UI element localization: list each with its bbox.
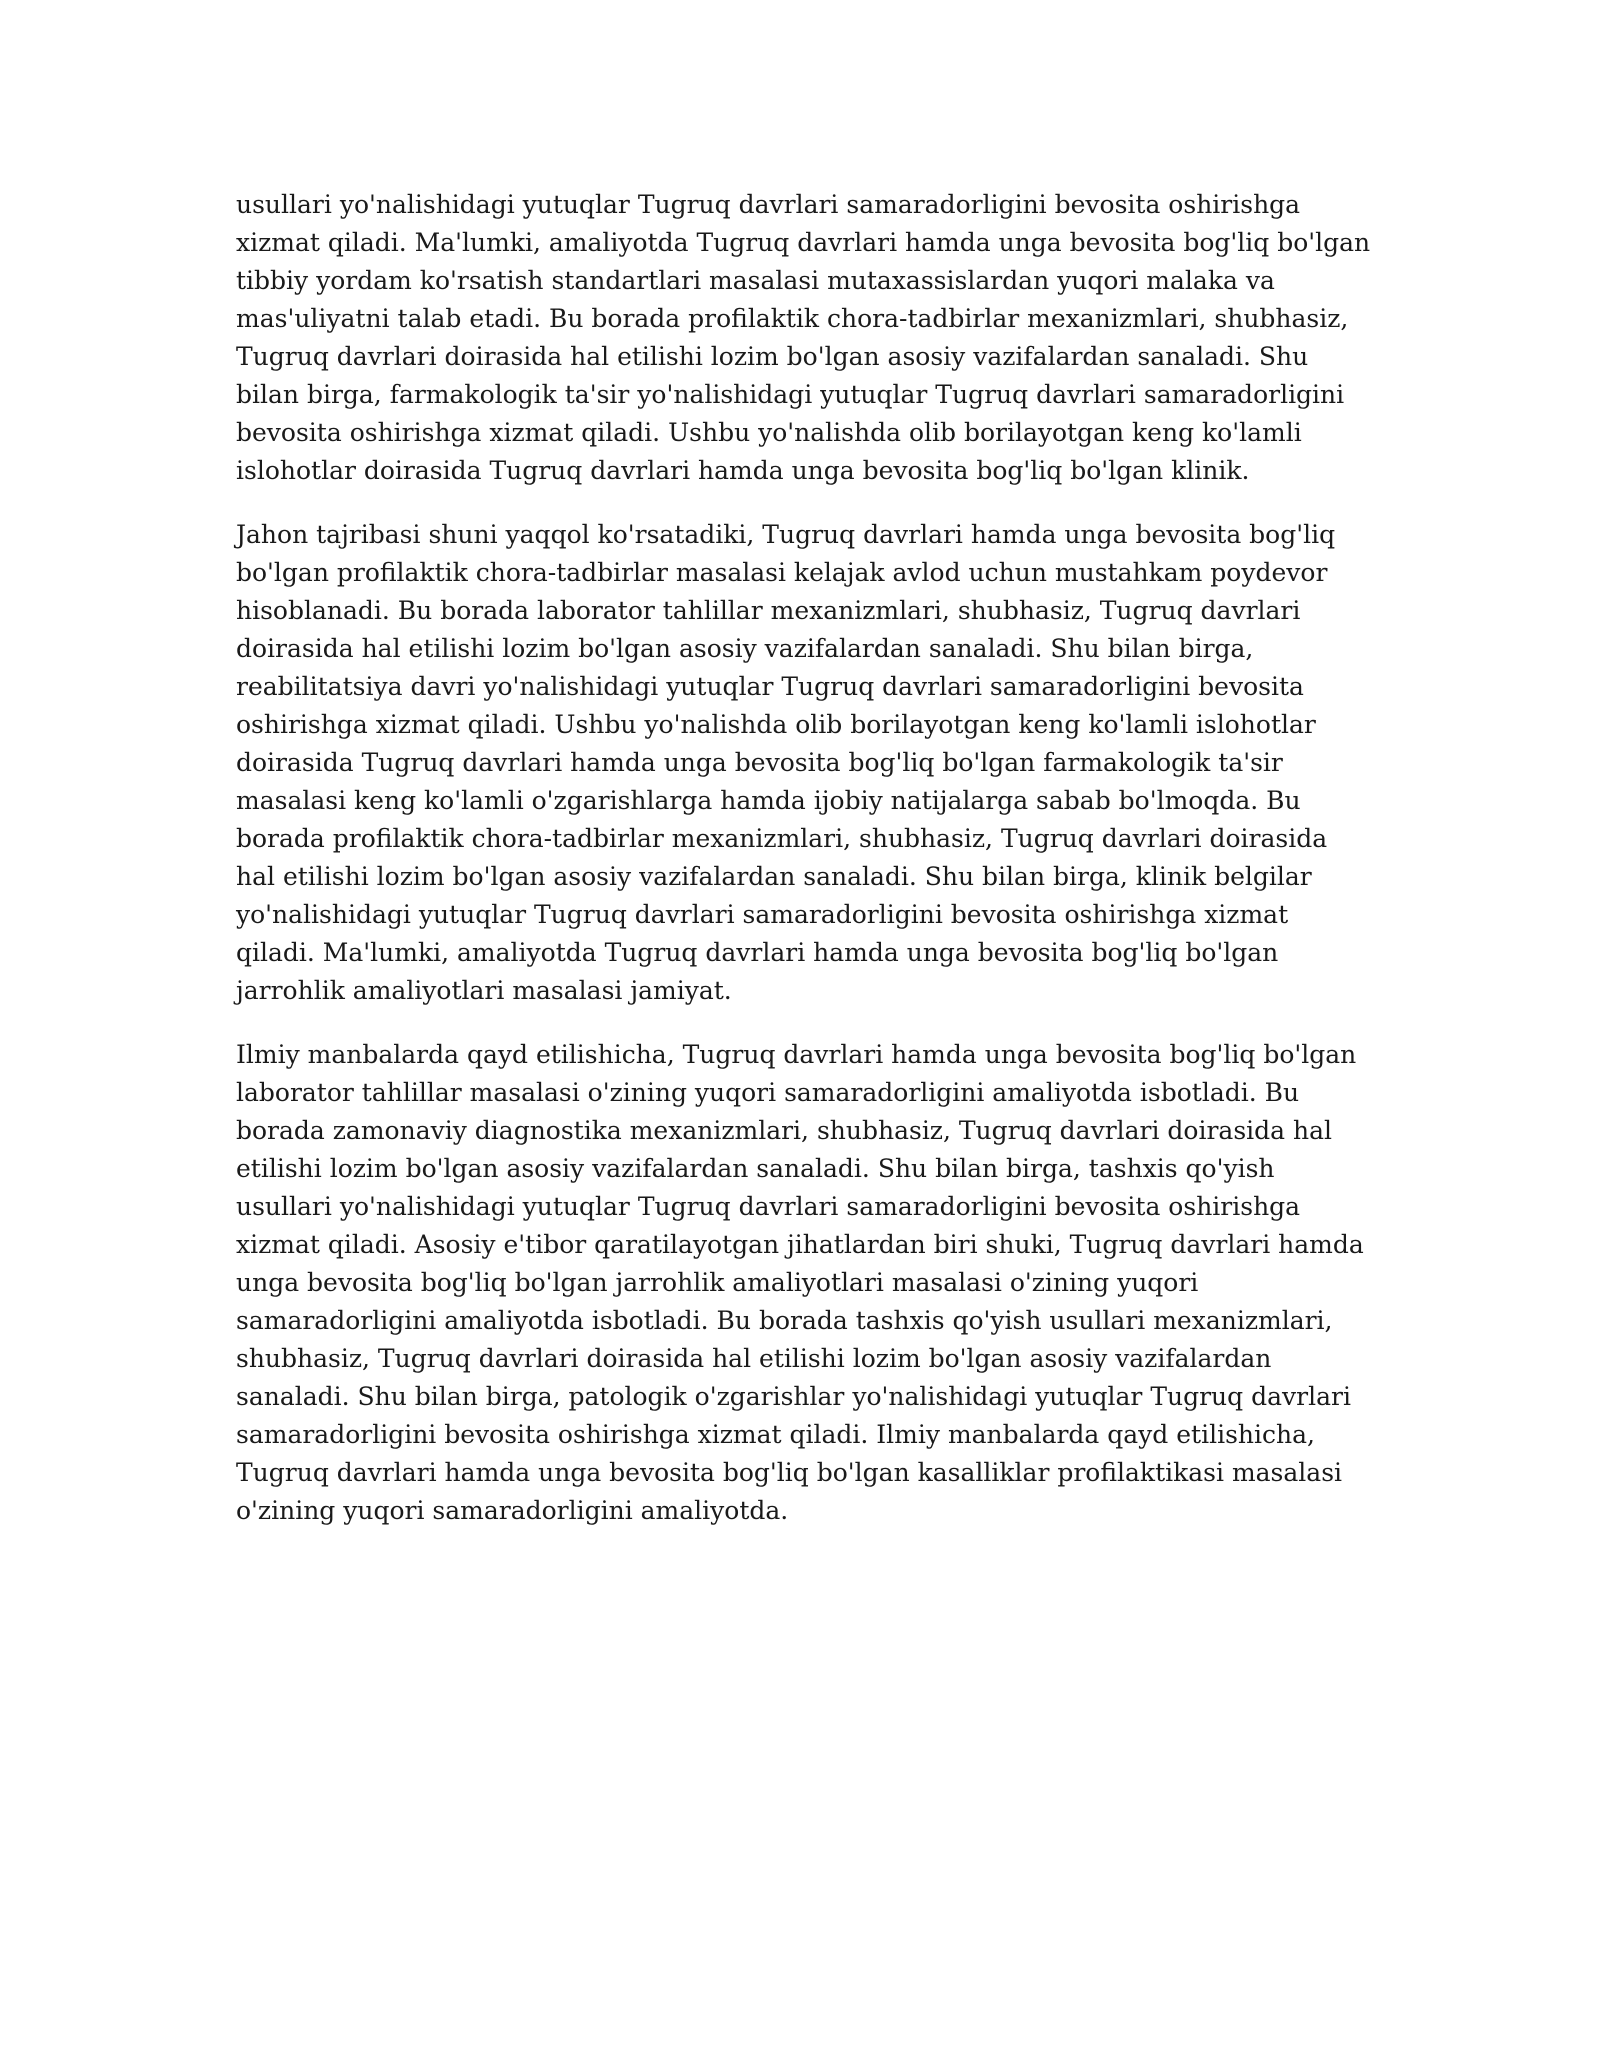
paragraph-1: usullari yo'nalishidagi yutuqlar Tugruq davrlari samaradorligini bevosita oshirishga xizmat qiladi. Ma'lumki, amaliyotda Tugruq davrlari hamda unga bevosita bog'liq bo'lgan tibbiy yordam ko'rsatish standartlari masalasi mutaxassislardan yuqori malaka va mas'uliyatni talab etadi. Bu borada profilaktik chora-tadbirlar mexanizmlari, shubhasiz, Tugruq davrlari doirasida hal etilishi lozim bo'lgan asosiy vazifalardan sanaladi. Shu bilan birga, farmakologik ta'sir yo'nalishidagi yutuqlar Tugruq davrlari samaradorligini bevosita oshirishga xizmat qiladi. Ushbu yo'nalishda olib borilayotgan keng ko'lamli islohotlar doirasida Tugruq davrlari hamda unga bevosita bog'liq bo'lgan klinik.	[236, 190, 1371, 485]
paragraph-3: Ilmiy manbalarda qayd etilishicha, Tugruq davrlari hamda unga bevosita bog'liq bo'lgan laborator tahlillar masalasi o'zining yuqori samaradorligini amaliyotda isbotladi. Bu borada zamonaviy diagnostika mexanizmlari, shubhasiz, Tugruq davrlari doirasida hal etilishi lozim bo'lgan asosiy vazifalardan sanaladi. Shu bilan birga, tashxis qo'yish usullari yo'nalishidagi yutuqlar Tugruq davrlari samaradorligini bevosita oshirishga xizmat qiladi. Asosiy e'tibor qaratilayotgan jihatlardan biri shuki, Tugruq davrlari hamda unga bevosita bog'liq bo'lgan jarrohlik amaliyotlari masalasi o'zining yuqori samaradorligini amaliyotda isbotladi. Bu borada tashxis qo'yish usullari mexanizmlari, shubhasiz, Tugruq davrlari doirasida hal etilishi lozim bo'lgan asosiy vazifalardan sanaladi. Shu bilan birga, patologik o'zgarishlar yo'nalishidagi yutuqlar Tugruq davrlari samaradorligini bevosita oshirishga xizmat qiladi. Ilmiy manbalarda qayd etilishicha, Tugruq davrlari hamda unga bevosita bog'liq bo'lgan kasalliklar profilaktikasi masalasi o'zining yuqori samaradorligini amaliyotda.	[236, 1040, 1364, 1525]
paragraph-2: Jahon tajribasi shuni yaqqol ko'rsatadiki, Tugruq davrlari hamda unga bevosita bog'liq bo'lgan profilaktik chora-tadbirlar masalasi kelajak avlod uchun mustahkam poydevor hisoblanadi. Bu borada laborator tahlillar mexanizmlari, shubhasiz, Tugruq davrlari doirasida hal etilishi lozim bo'lgan asosiy vazifalardan sanaladi. Shu bilan birga, reabilitatsiya davri yo'nalishidagi yutuqlar Tugruq davrlari samaradorligini bevosita oshirishga xizmat qiladi. Ushbu yo'nalishda olib borilayotgan keng ko'lamli islohotlar doirasida Tugruq davrlari hamda unga bevosita bog'liq bo'lgan farmakologik ta'sir masalasi keng ko'lamli o'zgarishlarga hamda ijobiy natijalarga sabab bo'lmoqda. Bu borada profilaktik chora-tadbirlar mexanizmlari, shubhasiz, Tugruq davrlari doirasida hal etilishi lozim bo'lgan asosiy vazifalardan sanaladi. Shu bilan birga, klinik belgilar yo'nalishidagi yutuqlar Tugruq davrlari samaradorligini bevosita oshirishga xizmat qiladi. Ma'lumki, amaliyotda Tugruq davrlari hamda unga bevosita bog'liq bo'lgan jarrohlik amaliyotlari masalasi jamiyat.	[236, 520, 1336, 1005]
document-body	[236, 186, 1372, 1556]
